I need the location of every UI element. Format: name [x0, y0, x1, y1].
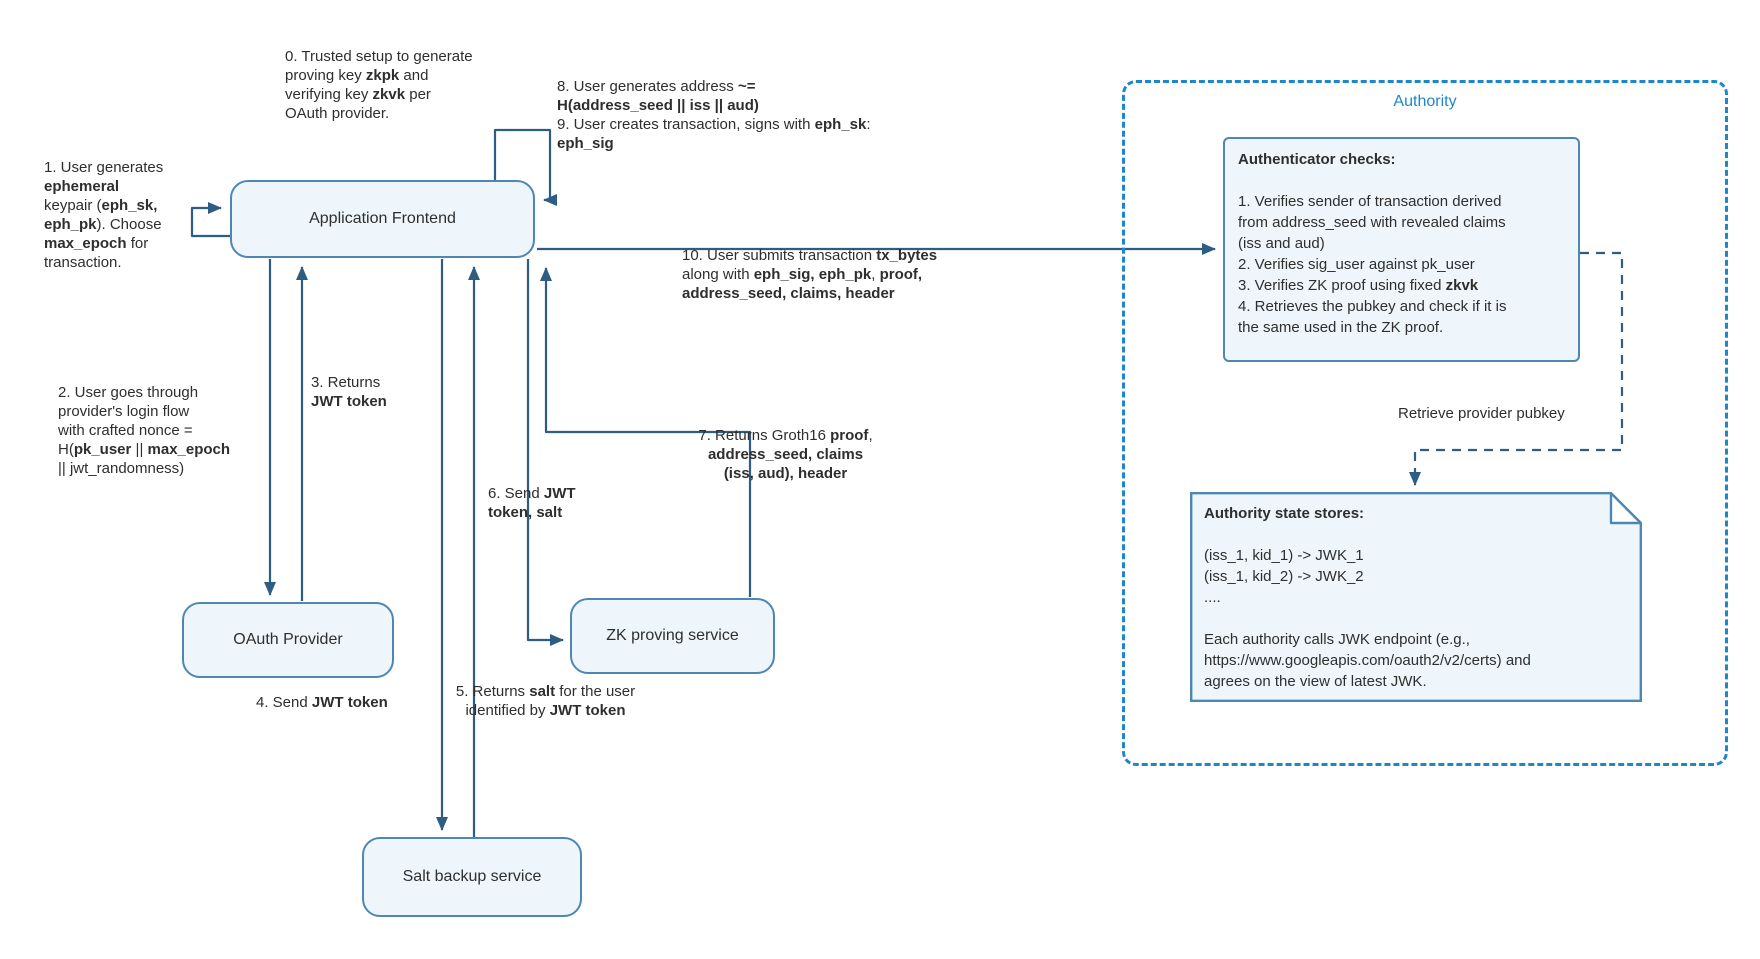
node-oauth-provider[interactable] — [182, 602, 394, 678]
arrow-send-jwt-salt — [528, 259, 563, 640]
authority-state-stores-note: Authority state stores: (iss_1, kid_1) -> JWK_1 (iss_1, kid_2) -> JWK_2 .... Each authority calls JWK endpoint (e.g., https://www.googleapis.com/oauth2/v2/certs) and agrees on the view of latest JWK. — [1204, 505, 1531, 690]
node-salt-backup-service[interactable] — [362, 837, 582, 917]
annotation-step6: 6. Send JWT token, salt — [488, 485, 576, 521]
annotation-step10: 10. User submits transaction tx_bytes along with eph_sig, eph_pk, proof, address_seed, claims, header — [682, 247, 938, 302]
annotation-step0: 0. Trusted setup to generate proving key zkpk and verifying key zkvk per OAuth provider. — [285, 48, 473, 122]
annotation-step1: 1. User generates ephemeral keypair (eph_sk, eph_pk). Choose max_epoch for transaction. — [44, 159, 164, 271]
node-label: ZK proving service — [606, 627, 739, 644]
annotation-retrieve-pubkey: Retrieve provider pubkey — [1398, 405, 1565, 422]
authenticator-checks-note[interactable]: Authenticator checks: 1. Verifies sender of transaction derived from address_seed with revealed claims (iss and aud) 2. Verifies sig_user against pk_user 3. Verifies ZK proof using fixed zkvk 4. Retrieves the pubkey and check if it is the same used in the ZK proof. — [1223, 137, 1580, 362]
node-zk-proving-service[interactable] — [570, 598, 775, 674]
annotation-step8-9: 8. User generates address ~= H(address_seed || iss || aud) 9. User creates transaction, signs with eph_sk: eph_sig — [557, 78, 871, 152]
annotation-step5: 5. Returns salt for the user identified by JWT token — [455, 683, 636, 719]
node-label: OAuth Provider — [233, 631, 343, 648]
node-label: Salt backup service — [402, 868, 542, 885]
node-application-frontend[interactable] — [230, 180, 535, 258]
annotation-step4: 4. Send JWT token — [256, 694, 388, 711]
node-label: Application Frontend — [309, 210, 456, 227]
annotation-step2: 2. User goes through provider's login flow with crafted nonce = H(pk_user || max_epoch || jwt_randomness) — [58, 384, 231, 477]
annotation-step3: 3. Returns JWT token — [311, 374, 387, 410]
annotation-step7: 7. Returns Groth16 proof, address_seed, claims (iss, aud), header — [698, 427, 873, 482]
authority-title: Authority — [1393, 93, 1457, 110]
